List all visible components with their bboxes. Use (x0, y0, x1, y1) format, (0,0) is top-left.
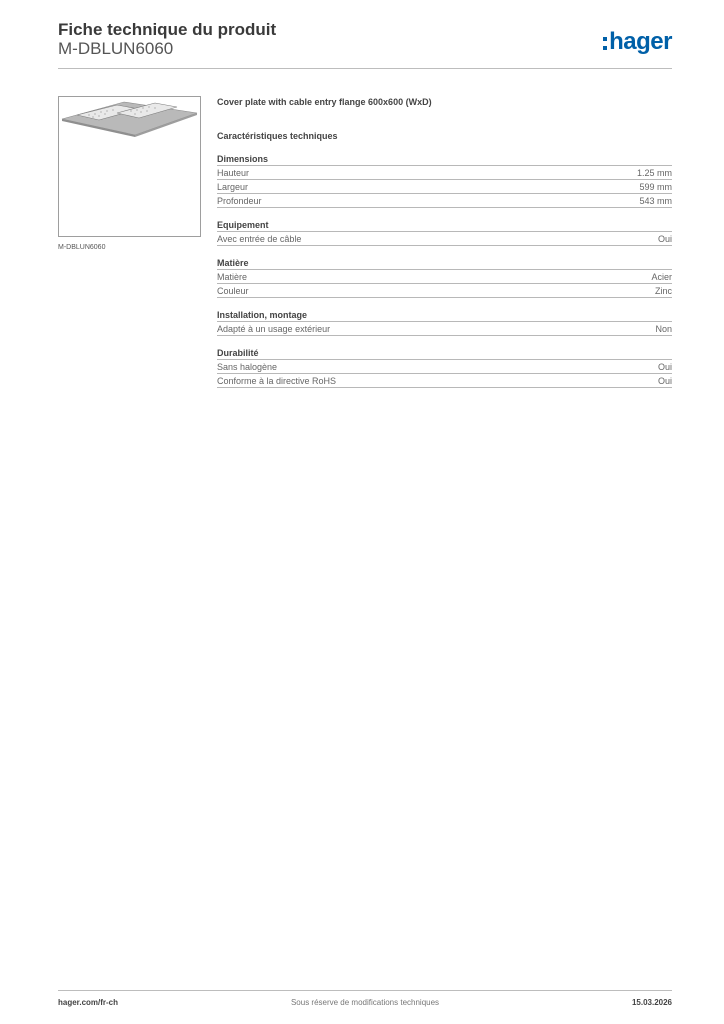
spec-value: 599 mm (639, 181, 672, 192)
spec-group-equipement (217, 219, 672, 246)
footer-date: 15.03.2026 (631, 998, 672, 1007)
spec-label: Profondeur (217, 195, 262, 206)
spec-value: Oui (657, 233, 672, 244)
logo-mark-icon (603, 37, 607, 50)
spec-group-durabilite (217, 347, 672, 388)
spec-value: 543 mm (639, 195, 672, 206)
spec-row (217, 283, 672, 298)
spec-row (217, 321, 672, 336)
product-reference: M-DBLUN6060 (58, 39, 174, 58)
spec-label: Matière (217, 271, 248, 282)
spec-label: Couleur (217, 285, 249, 296)
spec-row (217, 193, 672, 208)
spec-group-matiere (217, 257, 672, 298)
product-description: Cover plate with cable entry flange 600x600 (WxD) (217, 97, 432, 107)
spec-group-dimensions (217, 153, 672, 208)
spec-value: 1.25 mm (636, 167, 672, 178)
spec-label: Conforme à la directive RoHS (217, 375, 337, 386)
page-title: Fiche technique du produit (58, 20, 277, 39)
page-header (58, 20, 672, 70)
cover-plate-icon (59, 97, 200, 236)
spec-row (217, 373, 672, 388)
group-title: Dimensions (217, 154, 269, 164)
group-title: Installation, montage (217, 310, 308, 320)
spec-row (217, 359, 672, 373)
specifications (217, 96, 672, 388)
footer-disclaimer: Sous réserve de modifications techniques (290, 998, 440, 1007)
hager-logo (603, 28, 672, 56)
spec-label: Avec entrée de câble (217, 233, 302, 244)
image-caption: M-DBLUN6060 (58, 244, 106, 251)
spec-value: Oui (657, 375, 672, 386)
spec-label: Adapté à un usage extérieur (217, 323, 331, 334)
spec-value: Zinc (654, 285, 672, 296)
spec-label: Hauteur (217, 167, 250, 178)
footer-divider (58, 990, 672, 991)
spec-row (217, 165, 672, 179)
spec-group-installation (217, 309, 672, 336)
logo-text: hager (609, 28, 672, 55)
header-divider (58, 68, 672, 69)
group-title: Equipement (217, 220, 269, 230)
spec-value: Acier (651, 271, 672, 282)
group-title: Matière (217, 258, 249, 268)
section-title: Caractéristiques techniques (217, 131, 338, 141)
spec-row (217, 231, 672, 246)
footer-website-link[interactable]: hager.com/fr-ch (58, 998, 119, 1007)
page-footer (58, 998, 672, 1010)
spec-label: Largeur (217, 181, 249, 192)
spec-value: Non (655, 323, 672, 334)
product-image (58, 96, 201, 237)
spec-row (217, 269, 672, 283)
spec-row (217, 179, 672, 193)
group-title: Durabilité (217, 348, 259, 358)
spec-label: Sans halogène (217, 361, 278, 372)
spec-value: Oui (657, 361, 672, 372)
